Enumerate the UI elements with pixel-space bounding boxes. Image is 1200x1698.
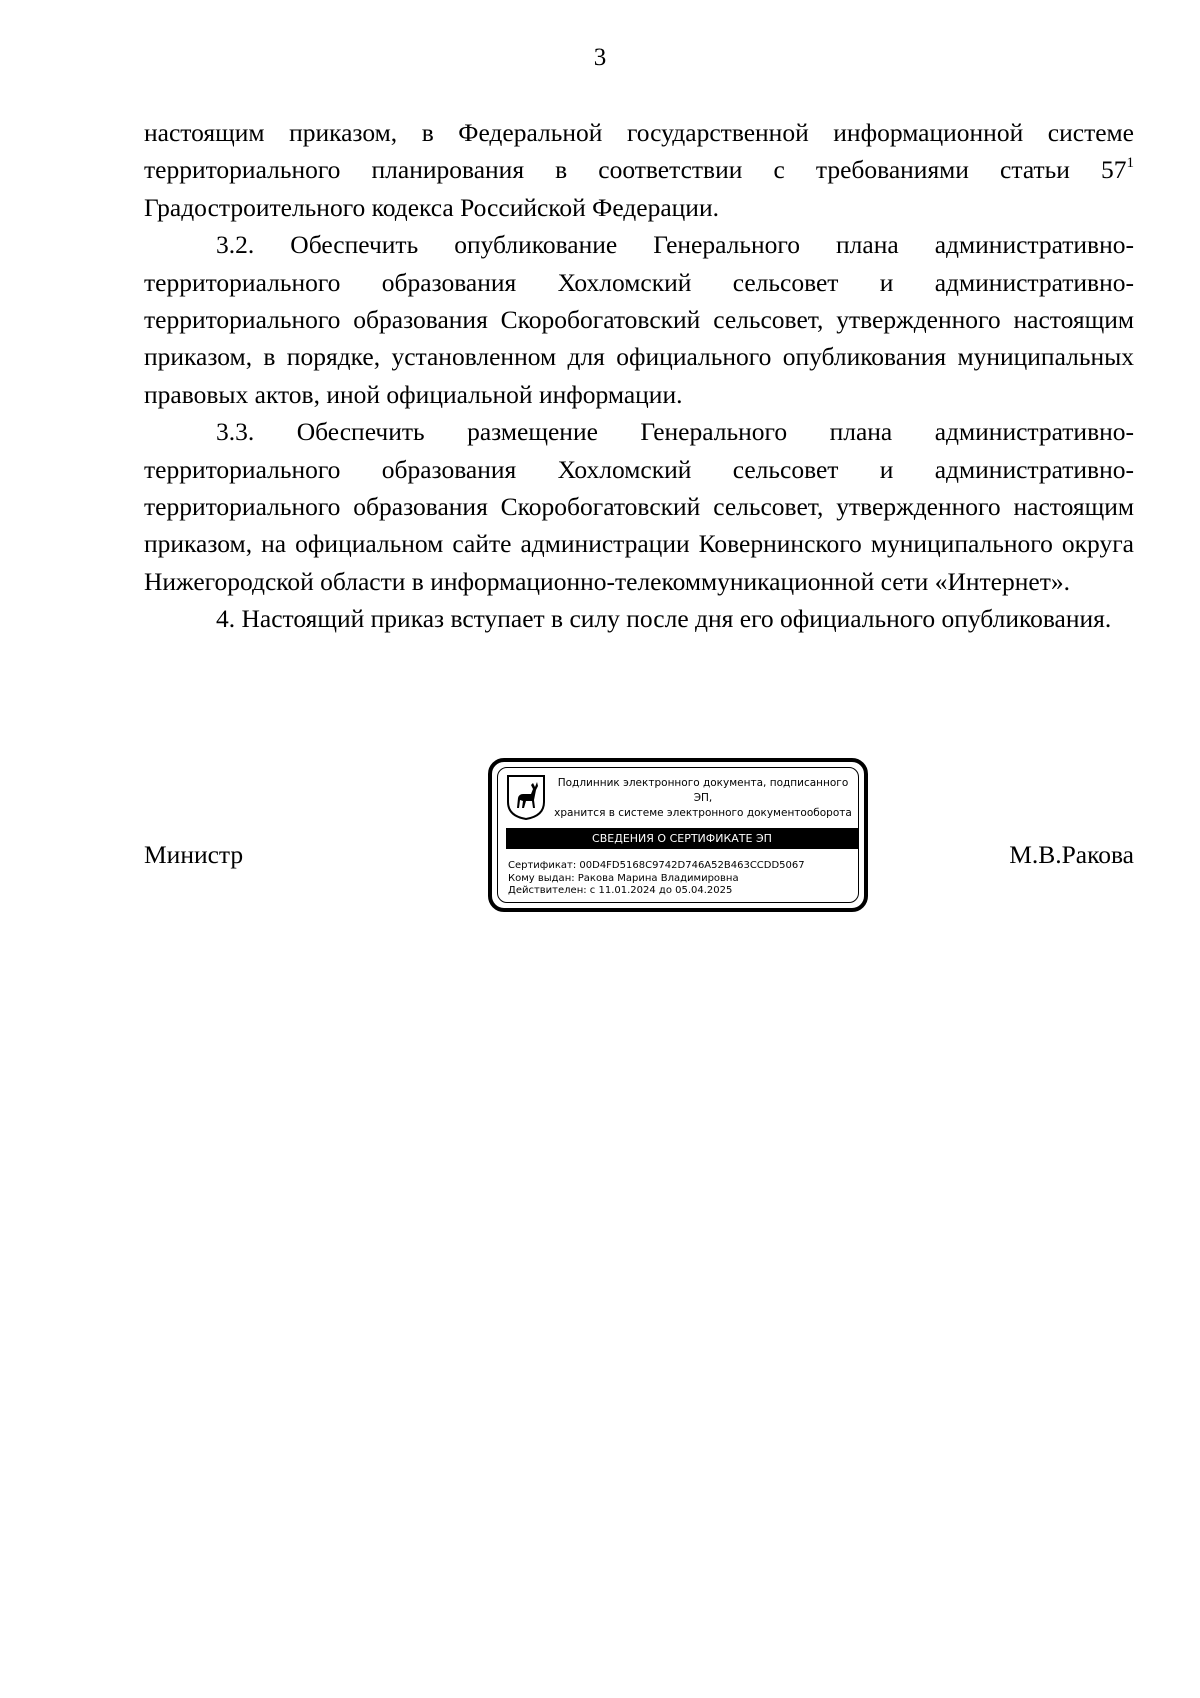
stamp-header-line: хранится в системе электронного документооборота [554,807,852,819]
paragraph-text: Градостроительного кодекса Российской Федерации. [144,192,719,222]
stamp-header [550,776,856,821]
signer-position: Министр [144,840,244,869]
stamp-certificate-number: Сертификат: 00D4FD5168C9742D746A52B463CCDD5067 [508,860,805,871]
electronic-signature-stamp [488,758,868,912]
paragraph-3-2: 3.2. Обеспечить опубликование Генерального плана административно-территориального образования Хохломский сельсовет и административно-территориального образования Скоробогатовский сельсовет, утвержденного настоящим приказом, в порядке, установленном для официального опубликования муниципальных правовых актов, иной официальной информации. [144,230,1134,409]
stamp-details [508,860,858,898]
stamp-header-line: Подлинник электронного документа, подписанного ЭП, [557,777,849,804]
paragraph-text: настоящим приказом, в Федеральной государственной информационной системе территориального планирования в соответствии с требованиями статьи 57 [144,118,1134,185]
stamp-issued-to: Кому выдан: Ракова Марина Владимировна [508,872,739,884]
stamp-certificate-band: СВЕДЕНИЯ О СЕРТИФИКАТЕ ЭП [506,828,858,849]
paragraph-4: 4. Настоящий приказ вступает в силу после дня его официального опубликования. [216,604,1112,634]
superscript: 1 [1126,155,1134,172]
paragraph-3-3: 3.3. Обеспечить размещение Генерального плана административно-территориального образования Хохломский сельсовет и административно-территориального образования Скоробогатовский сельсовет, утвержденного настоящим приказом, на официальном сайте администрации Ковернинского муниципального округа Нижегородской области в информационно-телекоммуникационной сети «Интернет». [144,417,1134,596]
signer-name: М.В.Ракова [1009,840,1134,869]
stamp-validity: Действителен: с 11.01.2024 до 05.04.2025 [508,885,733,896]
document-body [144,114,1134,638]
deer-emblem-icon [506,774,546,820]
paragraph-continuation [144,114,1134,226]
page-number: 3 [593,44,607,71]
